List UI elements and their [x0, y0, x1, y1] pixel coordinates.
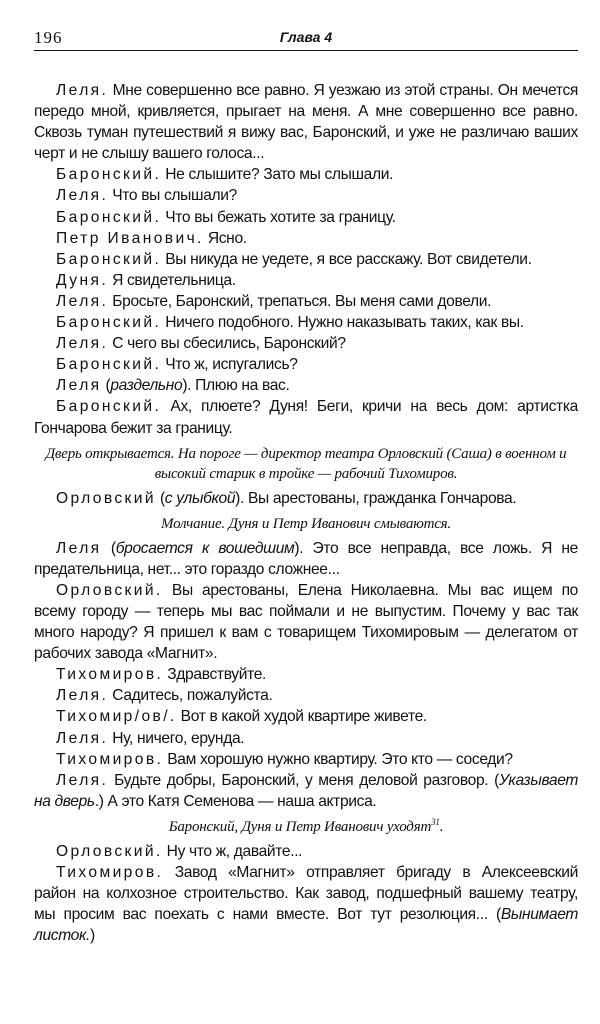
header-rule: [34, 50, 578, 51]
stage-direction: [34, 444, 578, 484]
speech-text: Садитесь, пожалуйста.: [108, 687, 273, 705]
speech-text: Что вы слышали?: [108, 187, 237, 205]
speech-text: ). Плюю на вас.: [182, 377, 290, 395]
speech-text: Ну что ж, давайте...: [162, 842, 303, 860]
speaker-name: Баронский.: [56, 398, 162, 416]
speaker-name: Баронский.: [56, 314, 162, 332]
speaker-name: Дуня.: [56, 271, 109, 289]
speech-line: [34, 164, 578, 185]
speaker-name: Тихомиров.: [56, 864, 164, 881]
speech-line: [34, 207, 578, 228]
speech-line: [34, 375, 578, 396]
speech-text: Я свидетельница.: [108, 271, 236, 289]
speech-line: [34, 312, 578, 333]
speech-line: [34, 249, 578, 270]
speaker-name: Леля.: [56, 687, 109, 705]
speaker-name: Орловский: [56, 489, 156, 507]
speech-text: Ничего подобного. Нужно наказывать таких, как вы.: [161, 314, 524, 332]
speaker-name: Леля.: [56, 729, 109, 747]
speech-text: Здравствуйте.: [163, 666, 267, 684]
speech-line: [34, 333, 578, 354]
speaker-name: Леля.: [56, 82, 109, 99]
stage-text: Дверь открывается. На пороге — директор театра Орловский (Саша) в военном и высокий старик в тройке — рабочий Тихомиров.: [45, 445, 567, 482]
remark-italic: Указывает на дверь: [34, 771, 578, 810]
page-body: [34, 80, 578, 946]
remark-italic: бросается к вошедшим: [115, 539, 295, 557]
speech-line: [34, 228, 578, 249]
stage-direction: [34, 817, 578, 837]
speech-line: [34, 291, 578, 312]
footnote-ref: 31: [431, 816, 440, 827]
remark-italic: Вынимает листок.: [34, 906, 578, 945]
speaker-name: Баронский.: [56, 250, 162, 268]
speech-line: [34, 749, 578, 770]
speech-text: ). Вы арестованы, гражданка Гончарова.: [235, 489, 517, 507]
speaker-name: Леля: [56, 377, 102, 395]
speech-text: Вы арестованы, Елена Николаевна. Мы вас ищем по всему городу — теперь мы вас поймали и не выпустим. Почему у вас так много народу? Я пришел к вам с товарищем Тихомировым — делегатом от рабочих завода «Магнит».: [34, 581, 578, 663]
speech-line: [34, 80, 578, 164]
speaker-name: Орловский.: [56, 842, 163, 860]
speech-text: С чего вы сбесились, Баронский?: [108, 335, 346, 353]
stage-text: Молчание. Дуня и Петр Иванович смываются.: [161, 515, 451, 532]
book-page: [34, 26, 578, 946]
speaker-name: Леля.: [56, 335, 109, 353]
speaker-name: Леля: [56, 539, 102, 557]
page-number: 196: [34, 28, 63, 47]
speech-line: [34, 728, 578, 749]
speech-text: Мне совершенно все равно. Я уезжаю из этой страны. Он мечется передо мной, кривляется, прыгает на меня. А мне совершенно все равно. Сквозь туман путешествий я вижу вас, Баронский, и уже не различаю ваших черт и не слышу вашего голоса...: [34, 82, 578, 163]
speaker-name: Баронский.: [56, 166, 162, 184]
speaker-name: Леля.: [56, 292, 109, 310]
speech-text: Вам хорошую нужно квартиру. Это кто — соседи?: [163, 750, 513, 768]
speech-line: [34, 770, 578, 812]
speech-text: Будьте добры, Баронский, у меня деловой разговор. (: [108, 771, 499, 789]
speaker-name: Леля.: [56, 187, 109, 205]
speech-text: Вот в какой худой квартире живете.: [176, 708, 427, 726]
speech-text: Ясно.: [203, 229, 247, 247]
speech-text: Не слышите? Зато мы слышали.: [161, 166, 394, 184]
speech-line: [34, 354, 578, 375]
paren-open: (: [155, 489, 165, 507]
paren-open: (: [101, 539, 116, 557]
speech-line: [34, 580, 578, 664]
speech-text: Бросьте, Баронский, трепаться. Вы меня сами довели.: [108, 292, 492, 310]
speech-tail: .) А это Катя Семенова — наша актриса.: [94, 792, 377, 810]
speech-line: [34, 396, 578, 438]
speech-text: Ах, плюете? Дуня! Беги, кричи на весь дом: артистка Гончарова бежит за границу.: [34, 398, 578, 437]
remark-italic: раздельно: [110, 377, 183, 395]
speech-line: [34, 488, 578, 509]
speech-text: Что вы бежать хотите за границу.: [161, 208, 396, 226]
speaker-name: Петр Иванович.: [56, 229, 204, 247]
speech-line: [34, 664, 578, 685]
speech-tail: ): [90, 927, 95, 945]
speaker-name: Тихомиров.: [56, 666, 164, 684]
speaker-name: Леля.: [56, 771, 109, 789]
speech-line: [34, 862, 578, 946]
stage-text: Баронский, Дуня и Петр Иванович уходят: [168, 818, 432, 835]
speech-line: [34, 185, 578, 206]
speech-line: [34, 841, 578, 862]
speaker-name: Тихомиров.: [56, 750, 164, 768]
paren-open: (: [101, 377, 111, 395]
speech-text: Завод «Магнит» отправляет бригаду в Алексеевский район на колхозное строительство. Как завод, подшефный вашему театру, мы просим вас поехать с нами вместе. Вот тут резолюция... (: [34, 864, 578, 924]
stage-end: .: [439, 818, 444, 835]
speaker-name: Баронский.: [56, 356, 162, 374]
chapter-title: Глава 4: [279, 29, 333, 45]
speaker-name: Баронский.: [56, 208, 162, 226]
speech-text: Ну, ничего, ерунда.: [108, 729, 245, 747]
speaker-name: Тихомир/ов/.: [56, 708, 177, 726]
speech-line: [34, 270, 578, 291]
speech-text: ). Это все неправда, все ложь. Я не предательница, нет... это гораздо сложнее...: [34, 539, 579, 578]
speech-line: [34, 685, 578, 706]
remark-italic: с улыбкой: [164, 489, 236, 507]
speech-line: [34, 706, 578, 727]
speech-text: Что ж, испугались?: [161, 356, 298, 374]
speaker-name: Орловский.: [56, 581, 163, 599]
speech-text: Вы никуда не уедете, я все расскажу. Вот свидетели.: [161, 250, 532, 268]
stage-direction: [34, 514, 578, 534]
running-header: [34, 26, 578, 50]
speech-line: [34, 538, 578, 580]
